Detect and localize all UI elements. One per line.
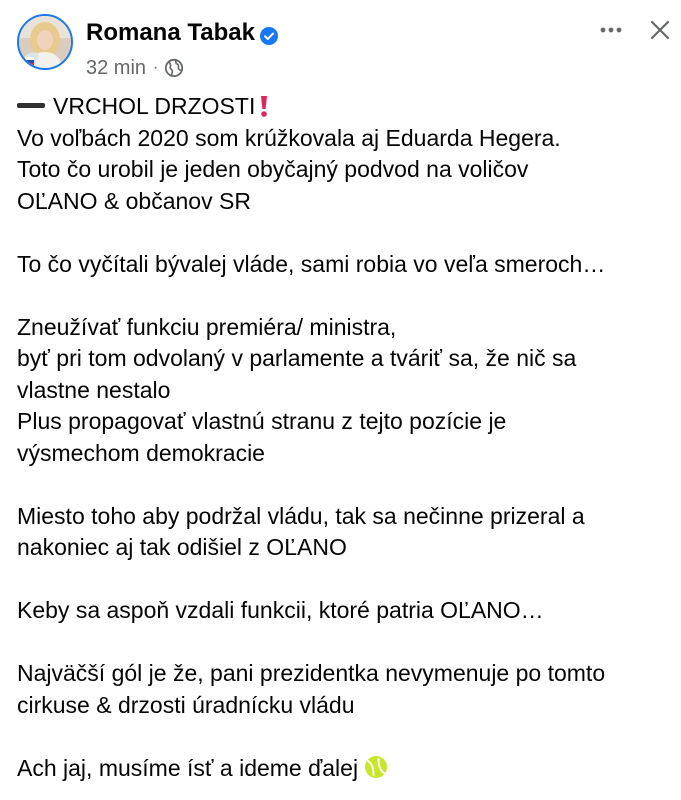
post-line: cirkuse & drzosti úradnícku vládu [17, 691, 355, 718]
avatar-image [19, 16, 71, 68]
post-line [17, 753, 672, 785]
paragraph-gap [17, 627, 672, 659]
post-line: To čo vyčítali bývalej vláde, sami robia vo veľa smeroch… [17, 250, 606, 277]
heavy-minus-sign-icon [17, 103, 45, 108]
post-line: nakoniec aj tak odišiel z OĽANO [17, 534, 347, 560]
post-line: Plus propagovať vlastnú stranu z tejto pozície je [17, 408, 507, 434]
post-line: výsmechom demokracie [17, 439, 265, 466]
author-name[interactable]: Romana Tabak [86, 19, 255, 46]
paragraph-gap [17, 217, 672, 249]
post-timestamp[interactable]: 32 min [86, 56, 147, 79]
post-header [0, 0, 681, 90]
post-headline: VRCHOL DRZOSTI [53, 93, 256, 119]
paragraph-gap [17, 469, 672, 501]
meta-separator: · [153, 59, 159, 76]
post-line: Vo voľbách 2020 som krúžkovala aj Eduarda Hegera. [17, 124, 561, 151]
post-line: Zneužívať funkciu premiéra/ ministra, [17, 313, 397, 340]
tennis-ball-icon [364, 755, 388, 779]
verified-badge-icon [260, 27, 278, 45]
post-text [17, 91, 672, 784]
post-line: vlastne nestalo [17, 376, 171, 403]
post-closing-text: Ach jaj, musíme ísť a ideme ďalej [17, 754, 359, 781]
paragraph-gap [17, 721, 672, 753]
post-line: Toto čo urobil je jeden obyčajný podvod na voličov [17, 156, 529, 182]
author-avatar[interactable] [17, 14, 73, 70]
more-options-icon[interactable] [596, 20, 626, 40]
post-line [17, 91, 672, 123]
post-line: byť pri tom odvolaný v parlamente a tváriť sa, že nič sa [17, 345, 577, 371]
post-line: Najväčší gól je že, pani prezidentka nevymenuje po tomto [17, 660, 606, 686]
paragraph-gap [17, 564, 672, 596]
post-line: OĽANO & občanov SR [17, 187, 251, 214]
red-exclamation-icon [258, 94, 270, 118]
globe-icon[interactable] [164, 58, 184, 78]
post-meta [86, 56, 184, 80]
close-icon[interactable] [648, 18, 672, 42]
post-line: Miesto toho aby podržal vládu, tak sa nečinne prizeral a [17, 502, 585, 529]
post-line: Keby sa aspoň vzdali funkcii, ktoré patria OĽANO… [17, 597, 544, 623]
paragraph-gap [17, 280, 672, 312]
